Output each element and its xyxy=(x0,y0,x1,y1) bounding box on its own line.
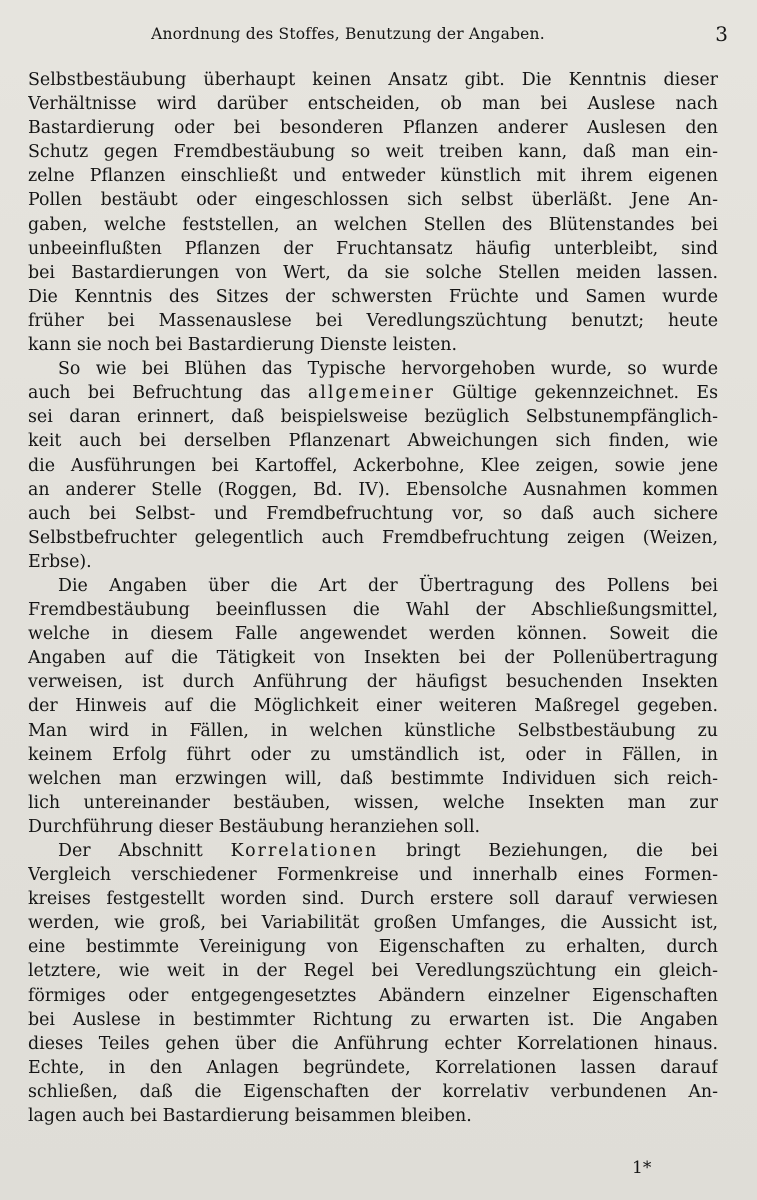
text-line: Echte, in den Anlagen begründete, Korrelationen lassen darauf xyxy=(28,1057,718,1078)
text-line: dieses Teiles gehen über die Anführung echter Korrelationen hinaus. xyxy=(28,1033,718,1054)
paragraph-start-line: So wie bei Blühen das Typische hervorgehoben wurde, so wurde xyxy=(58,359,718,380)
text-line: Pollen bestäubt oder eingeschlossen sich selbst überläßt. Jene An- xyxy=(28,190,718,211)
signature-mark: 1* xyxy=(632,1158,652,1178)
text-line: Man wird in Fällen, in welchen künstliche Selbstbestäubung zu xyxy=(28,720,718,741)
text-line: Selbstbestäubung überhaupt keinen Ansatz gibt. Die Kenntnis dieser xyxy=(28,70,718,90)
text-line: keit auch bei derselben Pflanzenart Abweichungen sich finden, wie xyxy=(28,431,718,452)
text-line: Schutz gegen Fremdbestäubung so weit treiben kann, daß man ein- xyxy=(28,142,718,163)
text-run: auch bei Befruchtung das xyxy=(28,383,308,404)
paragraph-start-line xyxy=(28,839,718,863)
text-line: bei Bastardierungen von Wert, da sie solche Stellen meiden lassen. xyxy=(28,262,718,283)
body-text xyxy=(28,68,718,1128)
text-line: keinem Erfolg führt oder zu umständlich ist, oder in Fällen, in xyxy=(28,744,718,765)
emphasized-term: Korrelationen xyxy=(230,841,379,861)
page-number: 3 xyxy=(715,22,728,46)
text-line: Angaben auf die Tätigkeit von Insekten bei der Pollenübertragung xyxy=(28,648,718,669)
text-line: Erbse). xyxy=(28,551,92,572)
text-line: der Hinweis auf die Möglichkeit einer weiteren Maßregel gegeben. xyxy=(28,696,718,717)
text-line: Bastardierung oder bei besonderen Pflanzen anderer Auslesen den xyxy=(28,118,718,139)
text-line: letztere, wie weit in der Regel bei Veredlungszüchtung ein gleich- xyxy=(28,961,718,982)
paragraph-start-line: Die Angaben über die Art der Übertragung des Pollens bei xyxy=(58,575,718,596)
text-line: Selbstbefruchter gelegentlich auch Fremdbefruchtung zeigen (Weizen, xyxy=(28,527,718,548)
text-line: Vergleich verschiedener Formenkreise und innerhalb eines Formen- xyxy=(28,865,718,886)
text-line: lagen auch bei Bastardierung beisammen bleiben. xyxy=(28,1106,472,1127)
text-run: bringt Beziehungen, die bei xyxy=(378,841,718,861)
text-line: früher bei Massenauslese bei Veredlungszüchtung benutzt; heute xyxy=(28,310,718,331)
text-line: bei Auslese in bestimmter Richtung zu erwarten ist. Die Angaben xyxy=(28,1009,718,1030)
text-line: zelne Pflanzen einschließt und entweder künstlich mit ihrem eigenen xyxy=(28,166,718,187)
text-line: sei daran erinnert, daß beispielsweise bezüglich Selbstunempfänglich- xyxy=(28,407,718,428)
text-line: welchen man erzwingen will, daß bestimmte Individuen sich reich- xyxy=(28,768,718,789)
text-line: kann sie noch bei Bastardierung Dienste leisten. xyxy=(28,335,457,356)
text-line: lich untereinander bestäuben, wissen, welche Insekten man zur xyxy=(28,792,718,813)
text-run: Der Abschnitt xyxy=(58,841,231,861)
running-title: Anordnung des Stoffes, Benutzung der Angaben. xyxy=(151,25,545,43)
text-line: Die Kenntnis des Sitzes der schwersten Früchte und Samen wurde xyxy=(28,286,718,307)
running-head xyxy=(28,22,728,48)
text-line: kreises festgestellt worden sind. Durch erstere soll darauf verwiesen xyxy=(28,889,718,910)
text-line: die Ausführungen bei Kartoffel, Ackerbohne, Klee zeigen, sowie jene xyxy=(28,455,718,476)
text-line: welche in diesem Falle angewendet werden können. Soweit die xyxy=(28,624,718,645)
text-line: auch bei Selbst- und Fremdbefruchtung vor, so daß auch sichere xyxy=(28,503,718,524)
text-line: Verhältnisse wird darüber entscheiden, ob man bei Auslese nach xyxy=(28,94,718,115)
emphasized-term: allgemeiner xyxy=(307,383,435,404)
text-line: werden, wie groß, bei Variabilität großen Umfanges, die Aussicht ist, xyxy=(28,913,718,934)
text-line: Fremdbestäubung beeinflussen die Wahl der Abschließungsmittel, xyxy=(28,600,718,621)
text-line xyxy=(28,381,718,405)
text-run: Gültige gekennzeichnet. Es xyxy=(435,383,718,404)
text-line: verweisen, ist durch Anführung der häufigst besuchenden Insekten xyxy=(28,672,718,693)
text-line: eine bestimmte Vereinigung von Eigenschaften zu erhalten, durch xyxy=(28,937,718,958)
text-line: Durchführung dieser Bestäubung heranziehen soll. xyxy=(28,816,481,837)
text-line: förmiges oder entgegengesetztes Abändern einzelner Eigenschaften xyxy=(28,985,718,1006)
text-line: unbeeinflußten Pflanzen der Fruchtansatz häufig unterbleibt, sind xyxy=(28,238,718,259)
text-line: gaben, welche feststellen, an welchen Stellen des Blütenstandes bei xyxy=(28,214,718,235)
text-line: an anderer Stelle (Roggen, Bd. IV). Ebensolche Ausnahmen kommen xyxy=(28,479,718,500)
text-line: schließen, daß die Eigenschaften der korrelativ verbundenen An- xyxy=(28,1081,718,1102)
